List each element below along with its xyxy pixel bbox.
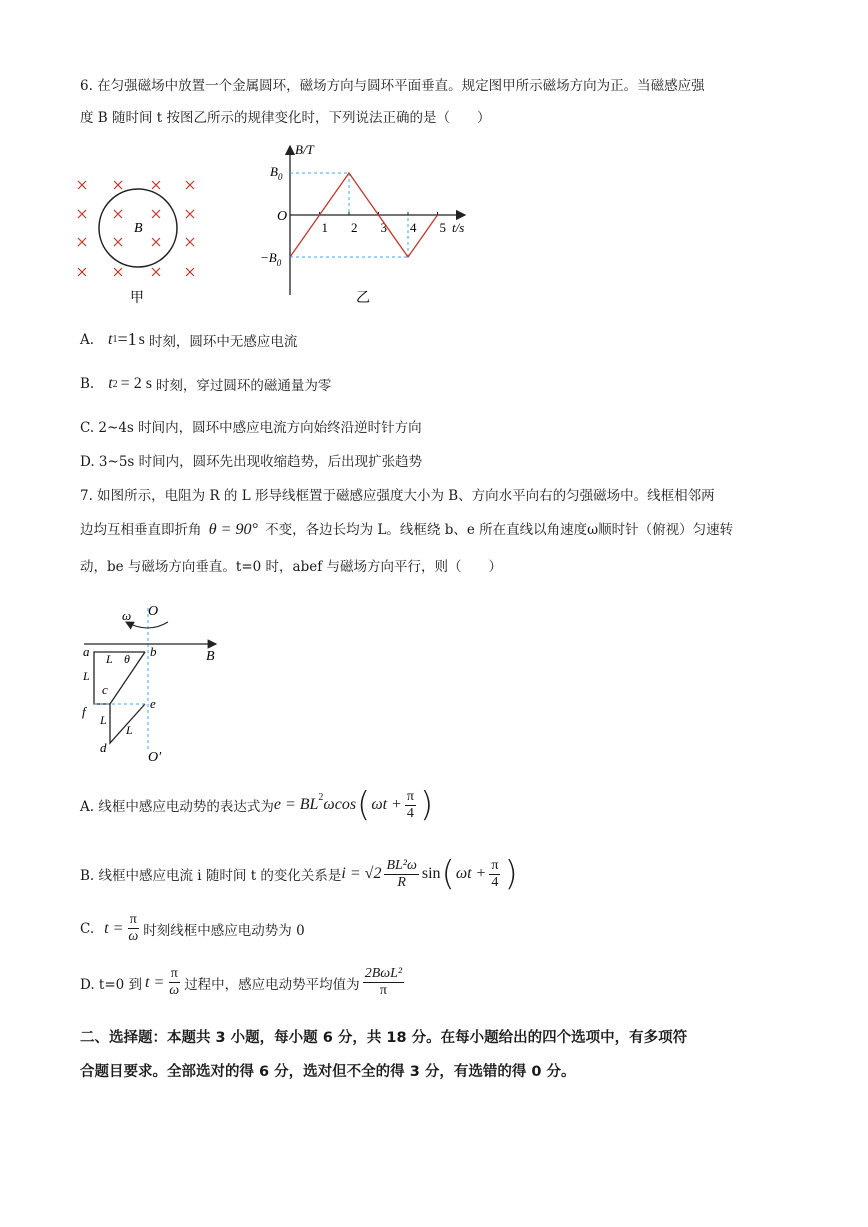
q7-stem-line2a: 边均互相垂直即折角 (80, 522, 202, 538)
q6-figure-yi (250, 140, 480, 310)
section2-heading-line1: 二、选择题：本题共 3 小题，每小题 6 分，共 18 分。在每小题给出的四个选项中，有多项符 (80, 1030, 688, 1046)
frac-den: 4 (406, 805, 414, 821)
option-c-lhs: t = (104, 919, 124, 937)
length-af: L (83, 669, 90, 683)
rotation-arrow (126, 622, 168, 628)
section2-heading-line2: 合题目要求。全部选对的得 6 分，选对但不全的得 3 分，有选错的得 0 分。 (80, 1064, 576, 1080)
q7-option-c[interactable] (80, 912, 305, 945)
vertex-d: d (100, 740, 107, 755)
option-a-lhs: e = BL (273, 796, 319, 813)
option-d-frac (167, 966, 181, 999)
option-a-frac (405, 789, 416, 822)
option-a-var: t (108, 330, 113, 348)
q7-figure (78, 600, 228, 770)
q7-option-d[interactable] (80, 966, 407, 999)
option-c-text: C. 2~4s 时间内，圆环中感应电流方向始终沿逆时针方向 (80, 420, 422, 436)
option-b-arg: ωt + (455, 865, 487, 882)
option-b-prefix: B. (80, 376, 95, 392)
b0-label: $B_0$ (270, 164, 283, 182)
neg-b0-label: $-B_0$ (260, 250, 282, 268)
angle-theta: θ (124, 652, 130, 666)
option-a-mid: ωcos (323, 796, 357, 813)
option-d-text: D. 3~5s 时间内，圆环先出现收缩趋势，后出现扩张趋势 (80, 454, 423, 470)
vertex-e: e (150, 696, 156, 711)
q6-figure-jia (70, 170, 210, 310)
frac-den: R (397, 874, 406, 890)
frac-num: π (406, 788, 414, 804)
option-c-prefix: C. (80, 920, 95, 937)
vertex-f: f (82, 704, 86, 719)
q7-theta-expr: θ = 90° (208, 521, 258, 538)
length-ab: L (106, 652, 113, 666)
option-a-unit: s (138, 330, 145, 348)
q6-option-d[interactable] (80, 450, 422, 470)
q6-option-c[interactable] (80, 416, 422, 436)
frac-den: ω (128, 929, 139, 944)
y-axis-label: B/T (295, 142, 314, 157)
q6-stem-line1: 6. 在匀强磁场中放置一个金属圆环，磁场方向与圆环平面垂直。规定图甲所示磁场方向为正。当磁感应强 (80, 78, 705, 94)
option-b-sub: 2 (112, 378, 118, 390)
field-label-b: B (134, 221, 143, 236)
caption-yi: 乙 (356, 291, 370, 306)
option-b-text: 时刻，穿过圆环的磁通量为零 (155, 378, 332, 394)
vertex-c: c (102, 682, 108, 697)
frac-num: 2BωL² (364, 966, 403, 981)
option-b-frac2 (489, 858, 500, 891)
length-de: L (126, 723, 133, 737)
option-a-prefix: A. 线框中感应电动势的表达式为 (80, 799, 274, 815)
option-b-prefix: B. 线框中感应电流 i 随时间 t 的变化关系是 (80, 868, 342, 884)
vertex-b: b (150, 644, 157, 659)
option-b-eq: = 2 (120, 375, 142, 392)
x-tick-label: 2 (351, 220, 358, 235)
option-c-text: 时刻线框中感应电动势为 0 (143, 922, 305, 939)
x-tick-label: 3 (380, 220, 387, 235)
option-a-sub: 1 (112, 334, 118, 345)
option-b-var: t (108, 375, 113, 392)
q7-stem-line2b: 不变，各边长均为 L。线框绕 b、e 所在直线以角速度ω顺时针（俯视）匀速转 (265, 522, 734, 538)
x-tick-label: 4 (410, 220, 417, 235)
axis-o-label: O (148, 604, 159, 619)
option-b-fn: sin (421, 865, 441, 882)
option-a-prefix: A. (80, 331, 95, 348)
frac-den: 4 (491, 874, 499, 890)
frac-num: π (491, 857, 499, 873)
option-b-lhs: i = √2 (341, 865, 382, 882)
frac-den: π (379, 983, 387, 998)
option-a-sup: 2 (318, 792, 324, 803)
q6-option-a[interactable] (80, 329, 297, 350)
frac-num: π (170, 966, 178, 981)
q7-option-a[interactable] (80, 785, 434, 825)
q6-option-b[interactable] (80, 374, 331, 394)
option-b-frac (384, 858, 418, 891)
option-a-text: 时刻，圆环中无感应电流 (148, 333, 298, 350)
right-paren: ) (504, 854, 518, 894)
q7-stem-line3: 动，be 与磁场方向垂直。t=0 时，abef 与磁场方向平行，则（ ） (80, 559, 503, 575)
length-cd: L (100, 713, 107, 727)
frac-num: π (129, 912, 137, 927)
axis-o-prime-label: O′ (148, 750, 162, 765)
vertex-a: a (83, 644, 90, 659)
field-label-b: B (206, 649, 215, 664)
x-axis-label: t/s (452, 220, 465, 235)
q6-stem-line2: 度 B 随时间 t 按图乙所示的规律变化时，下列说法正确的是（ ） (80, 110, 491, 126)
option-b-unit: s (145, 375, 152, 392)
left-paren: ( (357, 785, 371, 825)
frac-den: ω (169, 983, 180, 998)
left-paren: ( (441, 854, 455, 894)
option-d-lhs: t = (145, 973, 165, 991)
option-d-frac2 (363, 966, 404, 999)
q7-option-b[interactable] (80, 854, 519, 894)
right-paren: ) (419, 785, 434, 825)
option-d-mid: 过程中，感应电动势平均值为 (184, 976, 360, 993)
q7-stem-line1: 7. 如图所示，电阻为 R 的 L 形导线框置于磁感应强度大小为 B、方向水平向右的匀强磁场中。线框相邻两 (80, 488, 715, 504)
omega-label: ω (122, 608, 132, 623)
caption-jia: 甲 (130, 291, 144, 306)
option-a-eq: =1 (117, 329, 137, 349)
q7-stem-line2 (80, 520, 733, 540)
origin-label: O (277, 209, 288, 224)
frac-num: BL²ω (386, 857, 417, 873)
x-tick-label: 5 (439, 220, 446, 235)
option-a-arg: ωt + (371, 796, 402, 813)
option-d-prefix: D. t=0 到 (80, 976, 143, 993)
option-c-frac (126, 912, 140, 945)
x-tick-label: 1 (321, 220, 328, 235)
